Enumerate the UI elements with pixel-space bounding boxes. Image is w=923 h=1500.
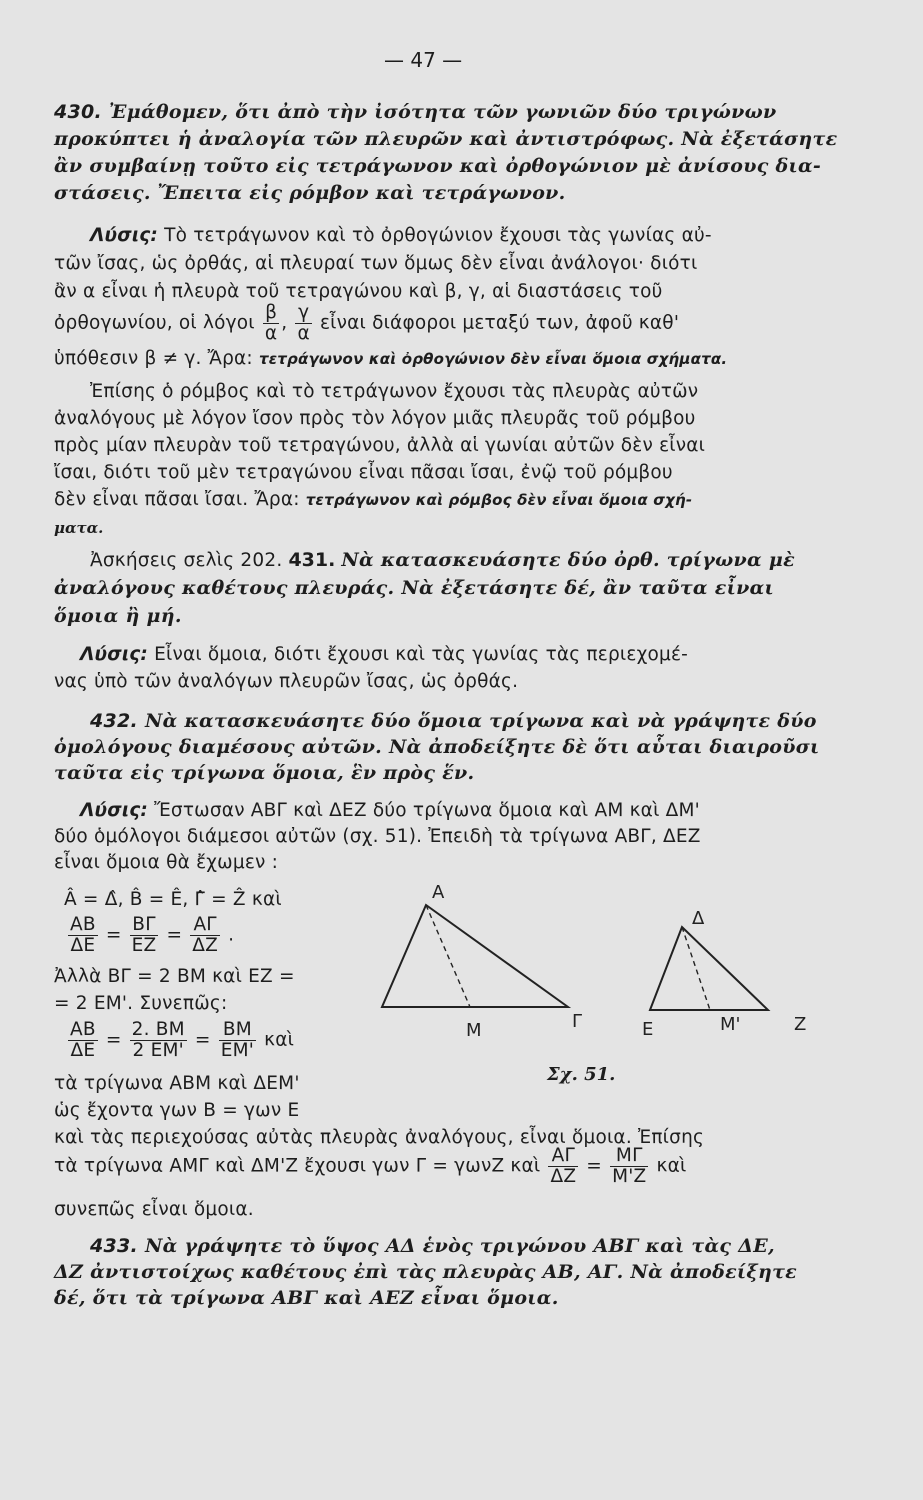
- angle-equalities: Â = Δ̂, B̂ = Ê, Γ̂ = Ẑ καὶ: [64, 889, 282, 910]
- problem-433-line2: ΔΖ ἀντιστοίχως καθέτους ἐπὶ τὰς πλευρὰς ΑΒ, ΑΓ. Νὰ ἀποδείξητε: [54, 1261, 798, 1283]
- solution-432-line5: = 2 ΕΜ'. Συνεπῶς:: [54, 993, 228, 1014]
- label-g: Γ: [572, 1011, 583, 1032]
- problem-432-line3: ταῦτα εἰς τρίγωνα ὅμοια, ἓν πρὸς ἕν.: [54, 762, 475, 784]
- problem-430-line4: στάσεις. Ἔπειτα εἰς ρόμβον καὶ τετράγωνον.: [54, 182, 566, 204]
- problem-433-line1: 433. Νὰ γράψητε τὸ ὕψος ΑΔ ἑνὸς τριγώνου ΑΒΓ καὶ τὰς ΔΕ,: [90, 1235, 775, 1257]
- fraction-b-over-a: $\frac{\beta}{\alpha}$: [264, 302, 278, 344]
- problem-430-line2: προκύπτει ἡ ἀναλογία τῶν πλευρῶν καὶ ἀντιστρόφως. Νὰ ἐξετάσητε: [54, 128, 838, 150]
- solution-430-line6: Ἐπίσης ὁ ρόμβος καὶ τὸ τετράγωνον ἔχουσι τὰς πλευρὰς αὐτῶν: [90, 381, 699, 402]
- solution-432-line10: συνεπῶς εἶναι ὅμοια.: [54, 1199, 254, 1220]
- solution-label: Λύσις:: [90, 225, 158, 246]
- problem-431-line3: ὅμοια ἢ μή.: [54, 605, 182, 627]
- solution-430-line4: ὀρθογωνίου, οἱ λόγοι $\frac{\beta}{\alpha}$ , $\frac{\gamma}{\alpha}$ εἶναι διάφοροι μεταξύ των, ἀφοῦ καθ': [54, 302, 680, 344]
- figure-51-triangles: [370, 870, 830, 1060]
- ratio-equalities-1: $\frac{AB}{\Delta E}$ = $\frac{B\Gamma}{EZ}$ = $\frac{A\Gamma}{\Delta Z}$ .: [70, 914, 235, 956]
- solution-432-line4: Ἀλλὰ ΒΓ = 2 ΒΜ καὶ ΕΖ =: [54, 966, 295, 987]
- solution-430-line5: ὑπόθεσιν β ≠ γ. Ἄρα: τετράγωνον καὶ ὀρθογώνιον δὲν εἶναι ὅμοια σχήματα.: [54, 348, 728, 369]
- figure-caption: Σχ. 51.: [547, 1064, 616, 1085]
- label-a: Α: [432, 882, 445, 903]
- label-z: Ζ: [794, 1014, 807, 1035]
- label-m: Μ: [466, 1020, 482, 1041]
- label-m-prime: Μ': [720, 1014, 741, 1035]
- triangle-dez: [650, 927, 768, 1010]
- solution-label: Λύσις:: [80, 800, 148, 821]
- solution-432-line7: ὡς ἔχοντα γων Β = γων Ε: [54, 1100, 300, 1121]
- problem-432-number: 432.: [90, 710, 139, 732]
- solution-432-line1: Λύσις: Ἔστωσαν ΑΒΓ καὶ ΔΕΖ δύο τρίγωνα ὅμοια καὶ ΑΜ καὶ ΔΜ': [80, 800, 700, 821]
- problem-430-line3: ἂν συμβαίνῃ τοῦτο εἰς τετράγωνον καὶ ὀρθογώνιον μὲ ἀνίσους δια-: [54, 155, 822, 177]
- problem-432-line2: ὁμολόγους διαμέσους αὐτῶν. Νὰ ἀποδείξητε δὲ ὅτι αὗται διαιροῦσι: [54, 736, 820, 758]
- solution-431-line2: νας ὑπὸ τῶν ἀναλόγων πλευρῶν ἴσας, ὡς ὀρθάς.: [54, 671, 519, 692]
- triangle-abg: [382, 905, 568, 1007]
- fraction-g-over-a: $\frac{\gamma}{\alpha}$: [297, 302, 310, 344]
- problem-431-line2: ἀναλόγους καθέτους πλευράς. Νὰ ἐξετάσητε δέ, ἂν ταῦτα εἶναι: [54, 577, 774, 599]
- solution-432-line6: τὰ τρίγωνα ΑΒΜ καὶ ΔΕΜ': [54, 1073, 300, 1094]
- solution-430-line9: ἴσαι, διότι τοῦ μὲν τετραγώνου εἶναι πᾶσαι ἴσαι, ἐνῷ τοῦ ρόμβου: [54, 462, 673, 483]
- solution-432-line2: δύο ὁμόλογοι διάμεσοι αὐτῶν (σχ. 51). Ἐπειδὴ τὰ τρίγωνα ΑΒΓ, ΔΕΖ: [54, 826, 701, 847]
- solution-430-line7: ἀναλόγους μὲ λόγον ἴσον πρὸς τὸν λόγον μιᾶς πλευρᾶς τοῦ ρόμβου: [54, 408, 696, 429]
- problem-431-number: 431.: [288, 549, 336, 571]
- solution-430-line8: πρὸς μίαν πλευρὰν τοῦ τετραγώνου, ἀλλὰ αἱ γωνίαι αὐτῶν δὲν εἶναι: [54, 435, 706, 456]
- solution-432-line9: τὰ τρίγωνα ΑΜΓ καὶ ΔΜ'Ζ ἔχουσι γων Γ = γωνΖ καὶ $\frac{A\Gamma}{\Delta Z}$ = $\frac{M\Gamma}{M'Z}$ καὶ: [54, 1145, 687, 1187]
- problem-432-line1: 432. Νὰ κατασκευάσητε δύο ὅμοια τρίγωνα καὶ νὰ γράψητε δύο: [90, 710, 817, 732]
- label-d: Δ: [692, 908, 705, 929]
- solution-432-line8: καὶ τὰς περιεχούσας αὐτὰς πλευρὰς ἀναλόγους, εἶναι ὅμοια. Ἐπίσης: [54, 1127, 705, 1148]
- problem-433-line3: δέ, ὅτι τὰ τρίγωνα ΑΒΓ καὶ ΑΕΖ εἶναι ὅμοια.: [54, 1287, 559, 1309]
- ratio-equalities-2: $\frac{AB}{\Delta E}$ = $\frac{2. BM}{2 EM'}$ = $\frac{BM}{EM'}$ καὶ: [70, 1019, 295, 1061]
- solution-label: Λύσις:: [80, 644, 148, 665]
- solution-430-line3: ἂν α εἶναι ἡ πλευρὰ τοῦ τετραγώνου καὶ β, γ, αἱ διαστάσεις τοῦ: [54, 281, 663, 302]
- solution-432-line3: εἶναι ὅμοια θὰ ἔχωμεν :: [54, 852, 279, 873]
- problem-431-line1: Ἀσκήσεις σελὶς 202. 431. Νὰ κατασκευάσητε δύο ὀρθ. τρίγωνα μὲ: [90, 549, 795, 571]
- solution-430-line2: τῶν ἴσας, ὡς ὀρθάς, αἱ πλευραί των ὅμως δὲν εἶναι ἀνάλογοι· διότι: [54, 253, 698, 274]
- label-e: Ε: [642, 1019, 654, 1040]
- solution-430-line11: ματα.: [54, 519, 104, 537]
- problem-430-number: 430.: [54, 101, 103, 123]
- solution-431-line1: Λύσις: Εἶναι ὅμοια, διότι ἔχουσι καὶ τὰς γωνίας τὰς περιεχομέ-: [80, 644, 689, 665]
- solution-430-line10: δὲν εἶναι πᾶσαι ἴσαι. Ἄρα: τετράγωνον καὶ ρόμβος δὲν εἶναι ὅμοια σχή-: [54, 489, 693, 510]
- page-number: — 47 —: [384, 48, 463, 72]
- solution-430-line1: Λύσις: Τὸ τετράγωνον καὶ τὸ ὀρθογώνιον ἔχουσι τὰς γωνίας αὐ-: [90, 225, 712, 246]
- problem-430-line1: 430. Ἐμάθομεν, ὅτι ἀπὸ τὴν ἰσότητα τῶν γωνιῶν δύο τριγώνων: [54, 101, 777, 123]
- problem-433-number: 433.: [90, 1235, 139, 1257]
